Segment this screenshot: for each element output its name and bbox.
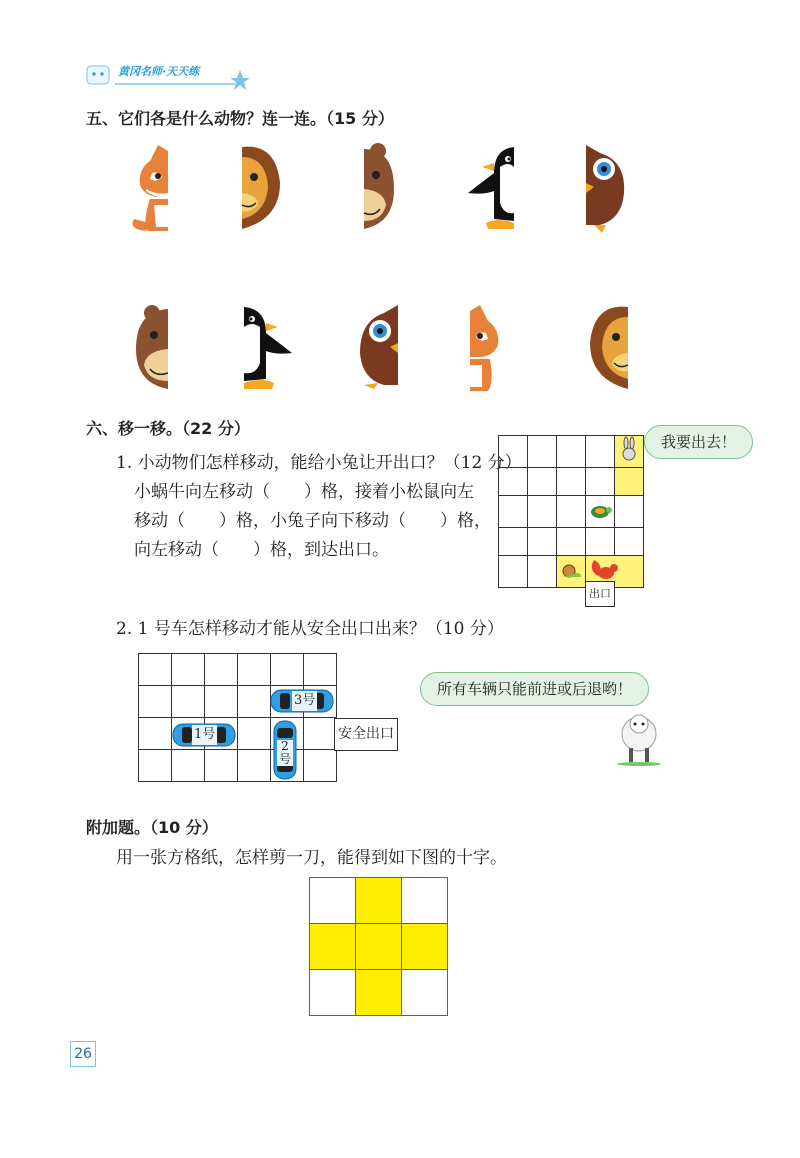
fox-right-half-icon	[464, 303, 548, 393]
car-1-label: 1号	[192, 725, 217, 745]
car-grid	[138, 653, 337, 782]
rabbit-icon	[615, 436, 643, 463]
q1-line1: 1. 小动物们怎样移动，能给小兔让开出口？（12 分）	[116, 453, 522, 473]
q1-line2: 小蜗牛向左移动（ ）格，接着小松鼠向左	[134, 482, 474, 502]
owl-left-half-icon	[352, 303, 436, 393]
owl-right-half-icon	[580, 143, 664, 233]
rabbit-speech-bubble: 我要出去！	[644, 425, 753, 459]
car-2	[272, 720, 298, 780]
rabbit-cell	[615, 436, 644, 468]
q2-line1: 2. 1 号车怎样移动才能从安全出口出来？（10 分）	[116, 619, 504, 639]
car-3	[270, 688, 334, 714]
snail-icon	[557, 556, 585, 583]
squirrel-icon	[586, 556, 643, 583]
exit-box: 出口	[585, 581, 615, 607]
car-2-label: 2号	[278, 739, 291, 766]
safe-exit-box: 安全出口	[334, 718, 398, 751]
penguin-left-half-icon	[464, 143, 548, 233]
q1-line4: 向左移动（ ）格，到达出口。	[134, 540, 389, 560]
bonus-text: 用一张方格纸，怎样剪一刀，能得到如下图的十字。	[116, 848, 507, 868]
fox-left-half-icon	[128, 143, 212, 233]
brand-title: 黄冈名师·天天练	[118, 65, 200, 78]
turtle-icon	[586, 496, 614, 523]
bear-right-half-icon	[356, 143, 440, 233]
cross-grid	[309, 877, 448, 1016]
animal-move-grid	[498, 435, 644, 588]
car-3-label: 3号	[292, 691, 317, 711]
lion-left-half-icon	[584, 303, 668, 393]
q1-line3: 移动（ ）格，小兔子向下移动（ ）格，	[134, 511, 491, 531]
penguin-right-half-icon	[238, 303, 322, 393]
section-5-title: 五、它们各是什么动物？连一连。（15 分）	[86, 109, 394, 128]
lion-right-half-icon	[236, 143, 320, 233]
section-6-title: 六、移一移。（22 分）	[86, 419, 250, 438]
bear-left-half-icon	[132, 303, 216, 393]
sheep-icon	[614, 708, 664, 770]
sheep-speech-bubble: 所有车辆只能前进或后退哟！	[420, 672, 649, 706]
page-number: 26	[70, 1041, 96, 1067]
bonus-title: 附加题。（10 分）	[86, 818, 218, 837]
car-1	[172, 722, 236, 748]
